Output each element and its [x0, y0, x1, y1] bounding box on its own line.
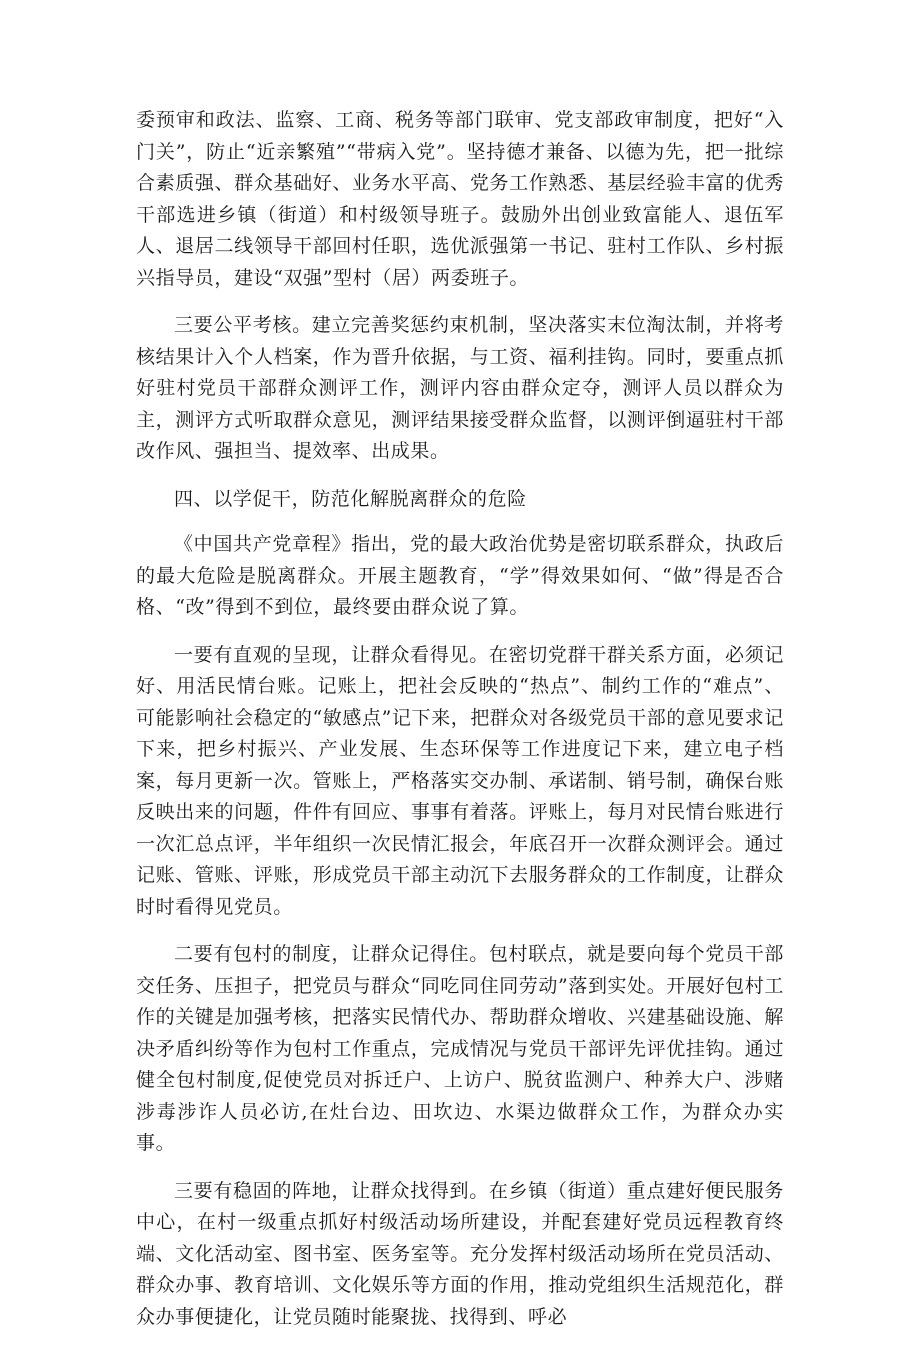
section-heading-four: 四、以学促干，防范化解脱离群众的危险 — [174, 487, 527, 510]
paragraph-party-constitution: 《中国共产党章程》指出，党的最大政治优势是密切联系群众，执政后的最大危险是脱离群众。开展主题教育，“学”得效果如何、“做”得是否合格、“改”得到不到位，最终要由群众说了算。 — [136, 533, 784, 618]
paragraph-stable-position: 三要有稳固的阵地，让群众找得到。在乡镇（街道）重点建好便民服务中心，在村一级重点抓好村级活动场所建设，并配套建好党员远程教育终端、文化活动室、图书室、医务室等。充分发挥村级活动场所在党员活动、群众办事、教育培训、文化娱乐等方面的作用，推动党组织生活规范化，群众办事便捷化，让党员随时能聚拢、找得到、呼必 — [136, 1179, 784, 1328]
document-body — [136, 105, 784, 1349]
paragraph-fair-assessment: 三要公平考核。建立完善奖惩约束机制，坚决落实末位淘汰制，并将考核结果计入个人档案，作为晋升依据，与工资、福利挂钩。同时，要重点抓好驻村党员干部群众测评工作，测评内容由群众定夺，测评人员以群众为主，测评方式听取群众意见，测评结果接受群众监督，以测评倒逼驻村干部改作风、强担当、提效率、出成果。 — [136, 314, 784, 462]
paragraph-continuation: 委预审和政法、监察、工商、税务等部门联审、党支部政审制度，把好“入门关”，防止“近亲繁殖”“带病入党”。坚持德才兼备、以德为先，把一批综合素质强、群众基础好、业务水平高、党务工作熟悉、基层经验丰富的优秀干部选进乡镇（街道）和村级领导班子。鼓励外出创业致富能人、退伍军人、退居二线领导干部回村任职，选优派强第一书记、驻村工作队、乡村振兴指导员，建设“双强”型村（居）两委班子。 — [136, 109, 784, 289]
paragraph-visible-presentation: 一要有直观的呈现，让群众看得见。在密切党群干群关系方面，必须记好、用活民情台账。记账上，把社会反映的“热点”、制约工作的“难点”、可能影响社会稳定的“敏感点”记下来，把群众对各级党员干部的意见要求记下来，把乡村振兴、产业发展、生态环保等工作进度记下来，建立电子档案，每月更新一次。管账上，严格落实交办制、承诺制、销号制，确保台账反映出来的问题，件件有回应、事事有着落。评账上，每月对民情台账进行一次汇总点评，半年组织一次民情汇报会，年底召开一次群众测评会。通过记账、管账、评账，形成党员干部主动沉下去服务群众的工作制度，让群众时时看得见党员。 — [136, 643, 784, 918]
paragraph-village-system: 二要有包村的制度，让群众记得住。包村联点，就是要向每个党员干部交任务、压担子，把党员与群众“同吃同住同劳动”落到实处。开展好包村工作的关键是加强考核，把落实民情代办、帮助群众增收、兴建基础设施、解决矛盾纠纷等作为包村工作重点，完成情况与党员干部评先评优挂钩。通过健全包村制度,促使党员对拆迁户、上访户、脱贫监测户、种养大户、涉赌涉毒涉诈人员必访,在灶台边、田坎边、水渠边做群众工作，为群众办实事。 — [136, 943, 784, 1154]
